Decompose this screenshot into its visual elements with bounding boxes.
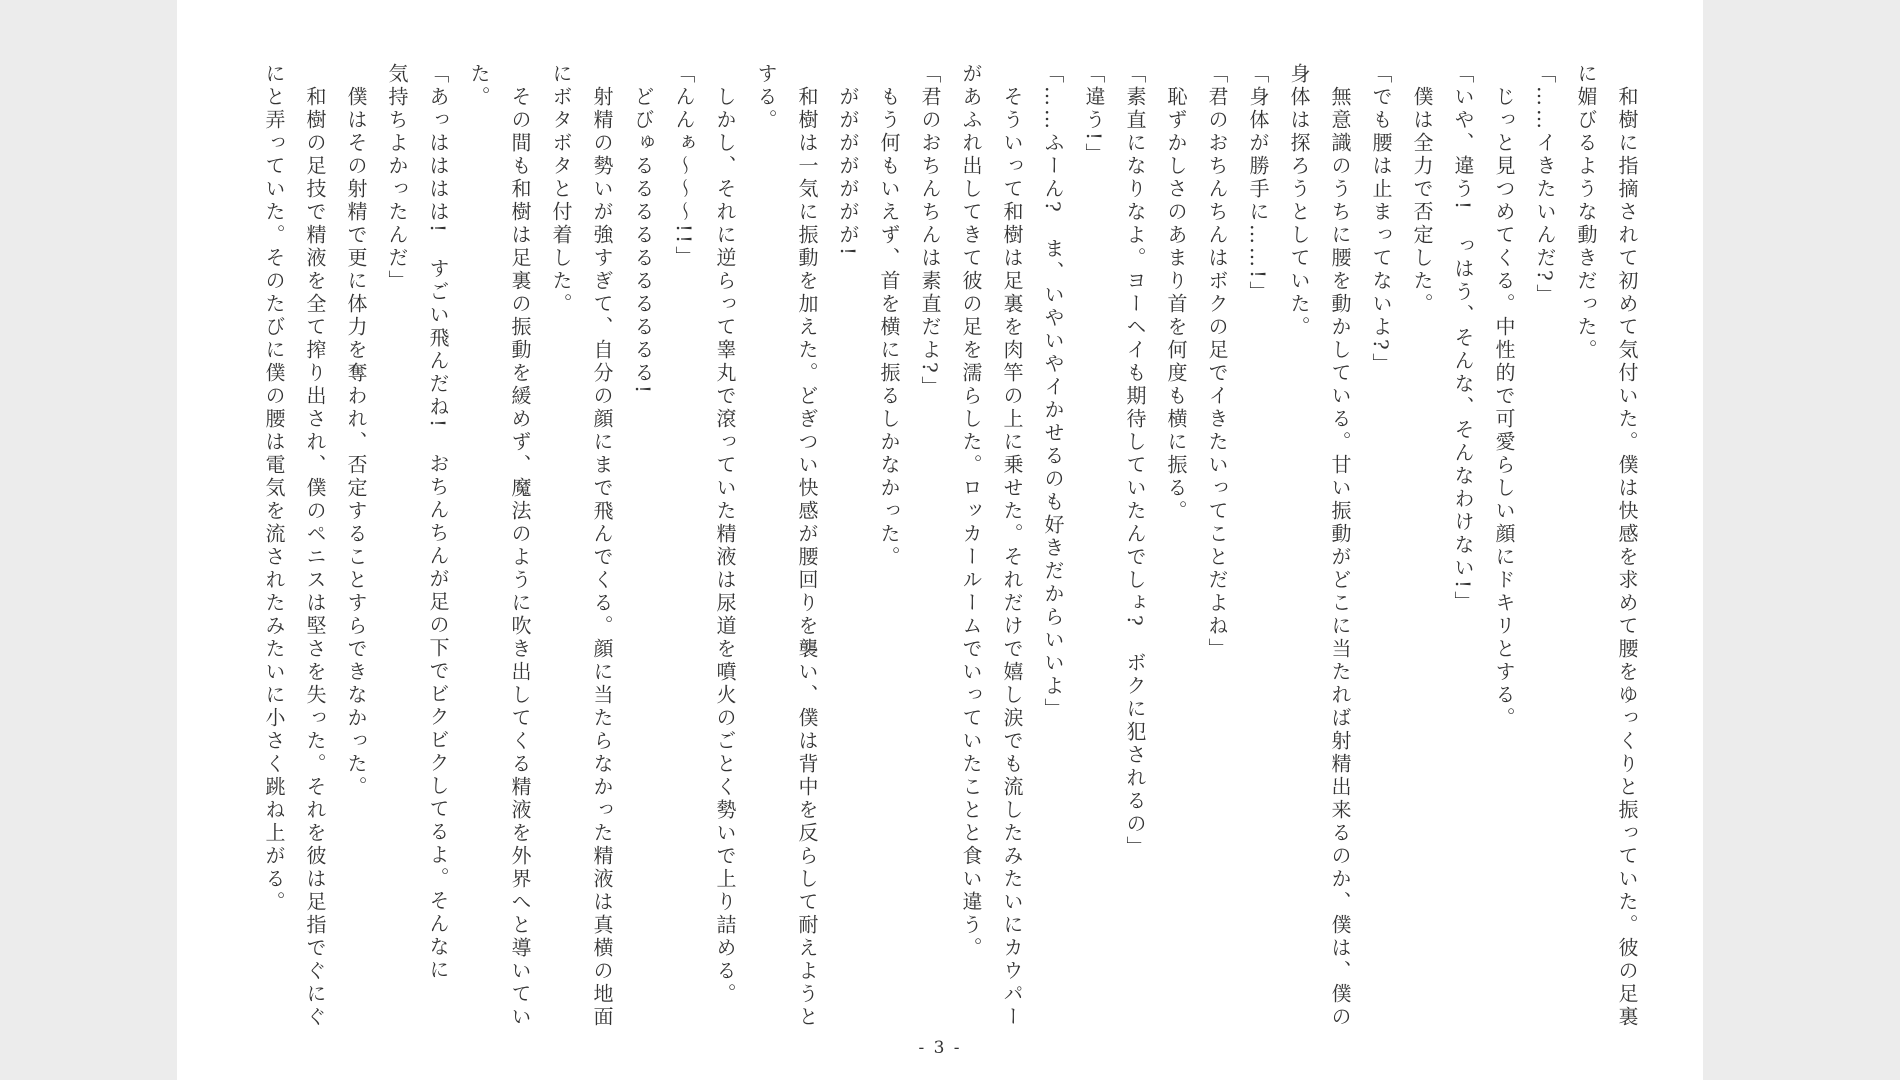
text-line: じっと見つめてくる。中性的で可愛らしい顔にドキリとする。 (1492, 63, 1516, 730)
text-line: た。 (467, 63, 491, 109)
text-line: に媚びるような動きだった。 (1574, 63, 1598, 362)
text-line: 「……イきたいんだ?」 (1533, 63, 1557, 307)
text-line: 「あっはははは! すごい飛んだね! おちんちんが足の下でビクビクしてるよ。そんなに (426, 63, 450, 983)
text-line: 気持ちよかったんだ」 (385, 63, 409, 293)
text-line: 「いや、違う! っはう、そんな、そんなわけない!」 (1451, 63, 1475, 615)
text-line: 和樹の足技で精液を全て搾り出され、僕のペニスは堅さを失った。それを彼は足指でぐにぐ (303, 63, 327, 1029)
text-line: 僕は全力で否定した。 (1410, 63, 1434, 316)
text-line: その間も和樹は足裏の振動を緩めず、魔法のように吹き出してくる精液を外界へと導いてい (508, 63, 532, 1029)
page-number: - 3 - (918, 1038, 962, 1058)
text-line: 無意識のうちに腰を動かしている。甘い振動がどこに当たれば射精出来るのか、僕は、僕の (1328, 63, 1352, 1029)
text-line: 射精の勢いが強すぎて、自分の顔にまで飛んでくる。顔に当たらなかった精液は真横の地面 (590, 63, 614, 1029)
text-line: しかし、それに逆らって睾丸で滾っていた精液は尿道を噴火のごとく勢いで上り詰める。 (713, 63, 737, 1006)
text-line: にボタボタと付着した。 (549, 63, 573, 316)
text-line: 「君のおちんちんはボクの足でイきたいってことだよね」 (1205, 63, 1229, 661)
vertical-text-block (253, 63, 1647, 1029)
text-line: する。 (754, 63, 778, 132)
text-line: ががががががが! (836, 63, 860, 259)
text-line: 僕はその射精で更に体力を奪われ、否定することすらできなかった。 (344, 63, 368, 799)
text-line: もう何もいえず、首を横に振るしかなかった。 (877, 63, 901, 569)
text-line: にと弄っていた。そのたびに僕の腰は電気を流されたみたいに小さく跳ね上がる。 (262, 63, 286, 914)
text-line: どびゅるるるるるるるるるる! (631, 63, 655, 397)
text-line: そういって和樹は足裏を肉竿の上に乗せた。それだけで嬉し涙でも流したみたいにカウパー (1000, 63, 1024, 1029)
text-line: 「……ふーん? ま、いやいやイかせるのも好きだからいいよ」 (1041, 63, 1065, 721)
text-line: 「君のおちんちんは素直だよ?」 (918, 63, 942, 399)
text-line: 身体は探ろうとしていた。 (1287, 63, 1311, 339)
text-line: 恥ずかしさのあまり首を何度も横に振る。 (1164, 63, 1188, 523)
text-line: 和樹に指摘されて初めて気付いた。僕は快感を求めて腰をゆっくりと振っていた。彼の足裏 (1615, 63, 1639, 1029)
text-line: 「んんぁ〜〜〜!!」 (672, 63, 696, 270)
text-line: があふれ出してきて彼の足を濡らした。ロッカールームでいっていたことと食い違う。 (959, 63, 983, 960)
document-page (177, 0, 1703, 1080)
text-line: 「素直になりなよ。ヨーヘイも期待していたんでしょ? ボクに犯されるの」 (1123, 63, 1147, 859)
text-line: 「違う!」 (1082, 63, 1106, 167)
text-line: 和樹は一気に振動を加えた。どぎつい快感が腰回りを襲い、僕は背中を反らして耐えようと (795, 63, 819, 1029)
text-line: 「でも腰は止まってないよ?」 (1369, 63, 1393, 376)
text-line: 「身体が勝手に……!」 (1246, 63, 1270, 305)
